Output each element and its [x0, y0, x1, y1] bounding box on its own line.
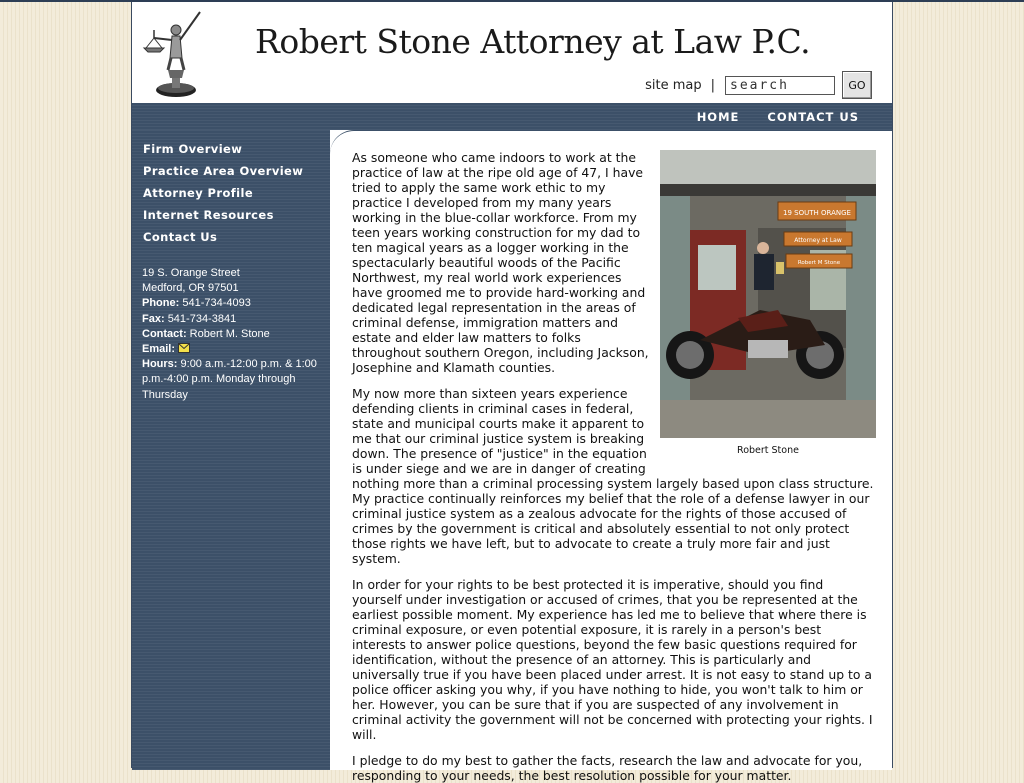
- utility-separator: |: [710, 77, 715, 93]
- sidebar-nav: [132, 130, 330, 248]
- photo-sign-name: Robert M Stone: [797, 260, 841, 266]
- contact-line: [142, 327, 330, 342]
- nav-contact-us[interactable]: CONTACT US: [767, 109, 859, 124]
- phone-number: 541-734-4093: [182, 297, 251, 310]
- main-content: [330, 130, 892, 783]
- site-map-link[interactable]: site map: [645, 77, 702, 93]
- search-input[interactable]: [725, 76, 835, 95]
- sidebar-item-internet-resources: [143, 204, 330, 226]
- utility-bar: [645, 71, 872, 99]
- contact-name: Robert M. Stone: [189, 327, 270, 340]
- search-go-button[interactable]: GO: [842, 71, 872, 99]
- sidebar-link-contact-us[interactable]: Contact Us: [143, 230, 218, 244]
- photo-caption: Robert Stone: [737, 445, 799, 456]
- email-label: Email:: [142, 343, 176, 356]
- contact-label: Contact:: [142, 327, 187, 340]
- top-navbar: [132, 103, 892, 130]
- envelope-icon[interactable]: [178, 343, 190, 353]
- contact-info: [142, 266, 330, 403]
- phone-label: Phone:: [142, 297, 180, 310]
- hours-line: [142, 357, 330, 403]
- content-paragraph-1: As someone who came indoors to work at the practice of law at the ripe old age of 47, I have tried to apply the same work ethic to my practice I developed from my many years working in the blue-collar workforce. From my teen years working construction for my dad to ten magical years as a logger working in the spectacularly beautiful woods of the Pacific Northwest, my real world work experiences have groomed me to provide hard-working and dedicated legal representation in the areas of criminal defense, immigration matters and estate and elder law matters to folks throughout southern Oregon, including Jackson, Josephine and Klamath counties.: [352, 150, 649, 375]
- sidebar-item-firm-overview: [143, 138, 330, 160]
- email-line: [142, 342, 330, 357]
- header: [132, 2, 892, 103]
- sidebar-item-attorney-profile: [143, 182, 330, 204]
- photo-sign-attorney: Attorney at Law: [794, 237, 842, 244]
- address-street: 19 S. Orange Street: [142, 267, 240, 279]
- photo-sign-address: 19 SOUTH ORANGE: [783, 209, 851, 217]
- hours-value: 9:00 a.m.-12:00 p.m. & 1:00 p.m.-4:00 p.m. Monday through Thursday: [142, 358, 317, 401]
- hours-label: Hours:: [142, 358, 178, 371]
- sidebar-item-contact-us: [143, 226, 330, 248]
- photo-figure: [660, 150, 876, 458]
- content-paragraph-3: In order for your rights to be best protected it is imperative, should you find yourself under investigation or accused of crimes, that you be represented at the earliest possible moment. My experience has led me to believe that where there is criminal exposure, or even potential exposure, it is rarely in a person's best interests to answer police questions, beyond the few basic questions required for identification, without the presence of an attorney. This is particularly and universally true if you have been placed under arrest. It is not easy to stand up to a police officer asking you why, if you have nothing to hide, you won't talk to him or her. However, you can be sure that if you are suspected of any involvement in criminal activity the government will not be concerned with protecting your rights. I will.: [352, 577, 873, 742]
- nav-home[interactable]: HOME: [696, 109, 740, 124]
- address-city: Medford, OR 97501: [142, 282, 239, 295]
- fax-number: 541-734-3841: [167, 312, 237, 325]
- scales-of-justice-sculpture-icon[interactable]: [138, 8, 202, 98]
- site-title: Robert Stone Attorney at Law P.C.: [255, 22, 811, 61]
- content-paragraph-2: My now more than sixteen years experience defending clients in criminal cases in federal, state and municipal courts make it apparent to me that our criminal justice system is breaking down. The presence of "justice" in the equation is under siege and we are in danger of creating nothing more than a criminal processing system largely based upon class structure. My practice continually reinforces my belief that the role of a defense lawyer in our criminal justice system as a zealous advocate for the rights of those accused of crimes by the government is critical and absolutely essential to not only protect those rights we have left, but to advocate to create a truly more fair and just system.: [352, 386, 874, 566]
- sidebar-item-practice-area-overview: [143, 160, 330, 182]
- sidebar-link-practice-area-overview[interactable]: Practice Area Overview: [143, 164, 304, 178]
- attorney-motorcycle-photo: [660, 150, 876, 438]
- top-nav: [669, 103, 859, 130]
- sidebar-link-attorney-profile[interactable]: Attorney Profile: [143, 186, 254, 200]
- fax-line: [142, 312, 330, 327]
- sidebar-link-internet-resources[interactable]: Internet Resources: [143, 208, 274, 222]
- page-container: [131, 2, 893, 783]
- sidebar: [132, 130, 330, 770]
- phone-line: [142, 296, 330, 311]
- fax-label: Fax:: [142, 312, 165, 325]
- sidebar-link-firm-overview[interactable]: Firm Overview: [143, 142, 243, 156]
- content-paragraph-4: I pledge to do my best to gather the facts, research the law and advocate for you, responding to your needs, the best resolution possible for your matter.: [352, 753, 863, 783]
